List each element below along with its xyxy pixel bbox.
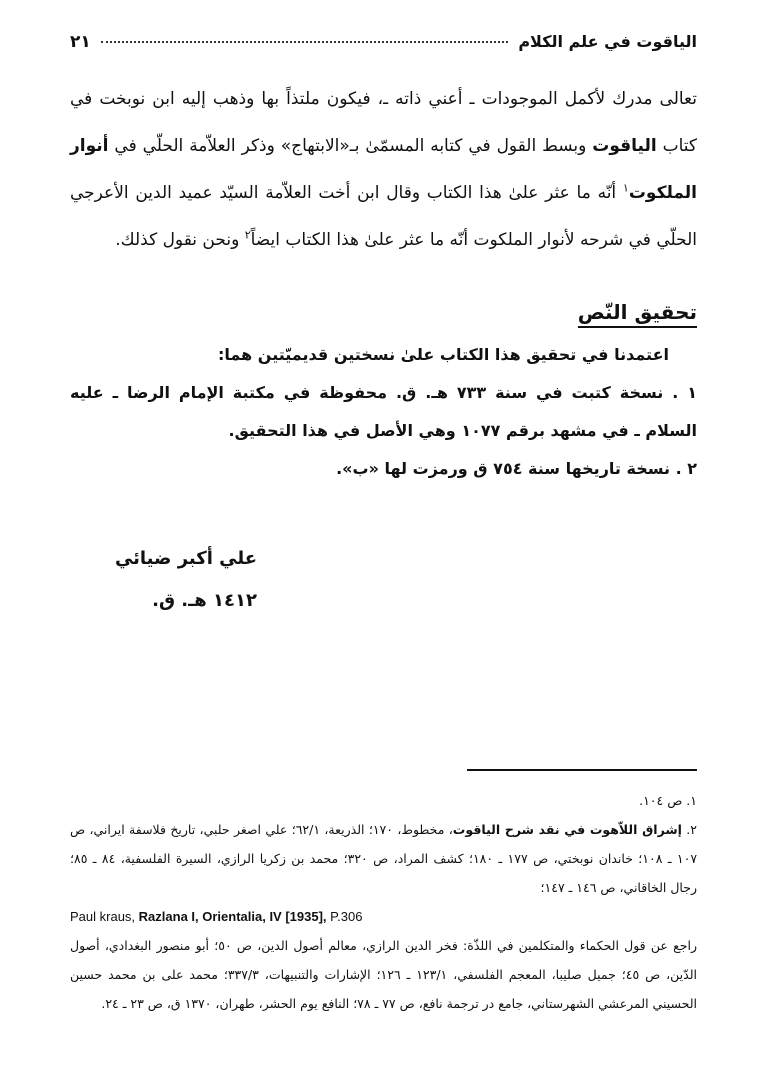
footnote-2-text-2: راجع عن قول الحكماء والمتكلمين في اللذّة: فخر الدين الرازي، معالم أصول الدين، ص ٥٠؛ أبو منصور البغدادي، أصول الدّين، ص ٤٥؛ جميل صليبا، المعجم الفلسفي، ١٢٣/١ ـ ١٢٦؛ الإشارات والتنبيهات، ٣٣٧/٣؛ محمد على بن محمد حسين الحسيني المرعشي الشهرستاني، جامع در ترجمة نافع، ص ٧٧ ـ ٧٨؛ النافع يوم الحشر، طهران، ١٣٧٠ ق، ص ٢٣ ـ ٢٤. xyxy=(70,938,697,1011)
footnote-latin-ref xyxy=(70,902,697,931)
footnotes xyxy=(70,786,697,1018)
footnote-divider xyxy=(467,769,697,771)
footnote-2-number: ٢. xyxy=(686,822,697,837)
footnote-2-title: إشراق اللاّهوت في نقد شرح الياقوت xyxy=(452,822,682,837)
running-header xyxy=(70,32,697,62)
body-text-3: أنّه ما عثر علىٰ هذا الكتاب وقال ابن أخت العلاّمة السيّد عميد الدين الأعرجي الحلّي في شرحه لأنوار الملكوت أنّه ما عثر علىٰ هذا الكتاب ايضاً xyxy=(70,183,697,250)
leader-dots xyxy=(101,41,509,43)
footnote-2 xyxy=(70,815,697,902)
manuscript-item-2: ٢ . نسخة تاريخها سنة ٧٥٤ ق ورمزت لها «ب». xyxy=(336,459,697,478)
signature-block xyxy=(70,538,257,622)
manuscript-item-1: ١ . نسخة كتبت في سنة ٧٣٣ هـ. ق. محفوظة في مكتبة الإمام الرضا ـ عليه السلام ـ في مشهد برقم ١٠٧٧ وهي الأصل في هذا التحقيق. xyxy=(70,383,698,440)
signature-name: علي أكبر ضيائي xyxy=(114,548,257,569)
body-text-4: ونحن نقول كذلك. xyxy=(115,230,240,250)
latin-page: P.306 xyxy=(330,909,363,924)
footnote-1: ١. ص ١٠٤. xyxy=(639,793,697,808)
running-title: الياقوت في علم الكلام xyxy=(518,32,697,51)
footnote-2-text-1: ، مخطوط، ١٧٠؛ الذريعة، ٦٢/١؛ علي اصغر حلبي، تاريخ فلاسفة ايراني، ص ١٠٧ ـ ١٠٨؛ خاندان نوبختي، ص ١٧٧ ـ ١٨٠؛ كشف المراد، ص ٣٢٠؛ محمد بن زكريا الرازي، السيرة الفلسفية، ٨٤ ـ ٨٥؛ رجال الخاقاني، ص ١٤٦ ـ ١٤٧؛ xyxy=(70,822,698,895)
latin-title: Razlana I, Orientalia, IV [1935], xyxy=(138,909,327,924)
section-heading: تحقيق النّص xyxy=(578,300,697,328)
body-text-2: وبسط القول في كتابه المسمّىٰ بـ«الابتهاج» وذكر العلاّمة الحلّي في xyxy=(114,136,587,156)
signature-date: ١٤١٢ هـ. ق. xyxy=(152,590,257,611)
footnote-ref-2: ٢ xyxy=(244,228,251,242)
footnote-ref-1: ١ xyxy=(622,181,629,195)
latin-author: Paul kraus, xyxy=(70,909,136,924)
body-paragraph xyxy=(70,76,697,264)
book-title-anwar: أنوار الملكوت xyxy=(70,136,698,203)
body-text-1: تعالى مدرك لأكمل الموجودات ـ أعني ذاته ـ، فيكون ملتذاً بها وذهب إليه ابن نوبخت في كتاب xyxy=(70,89,698,156)
book-title-yaqut: الياقوت xyxy=(592,136,657,156)
section-intro: اعتمدنا في تحقيق هذا الكتاب علىٰ نسختين قديميّتين هما: xyxy=(218,345,669,364)
page-number: ٢١ xyxy=(70,32,91,52)
